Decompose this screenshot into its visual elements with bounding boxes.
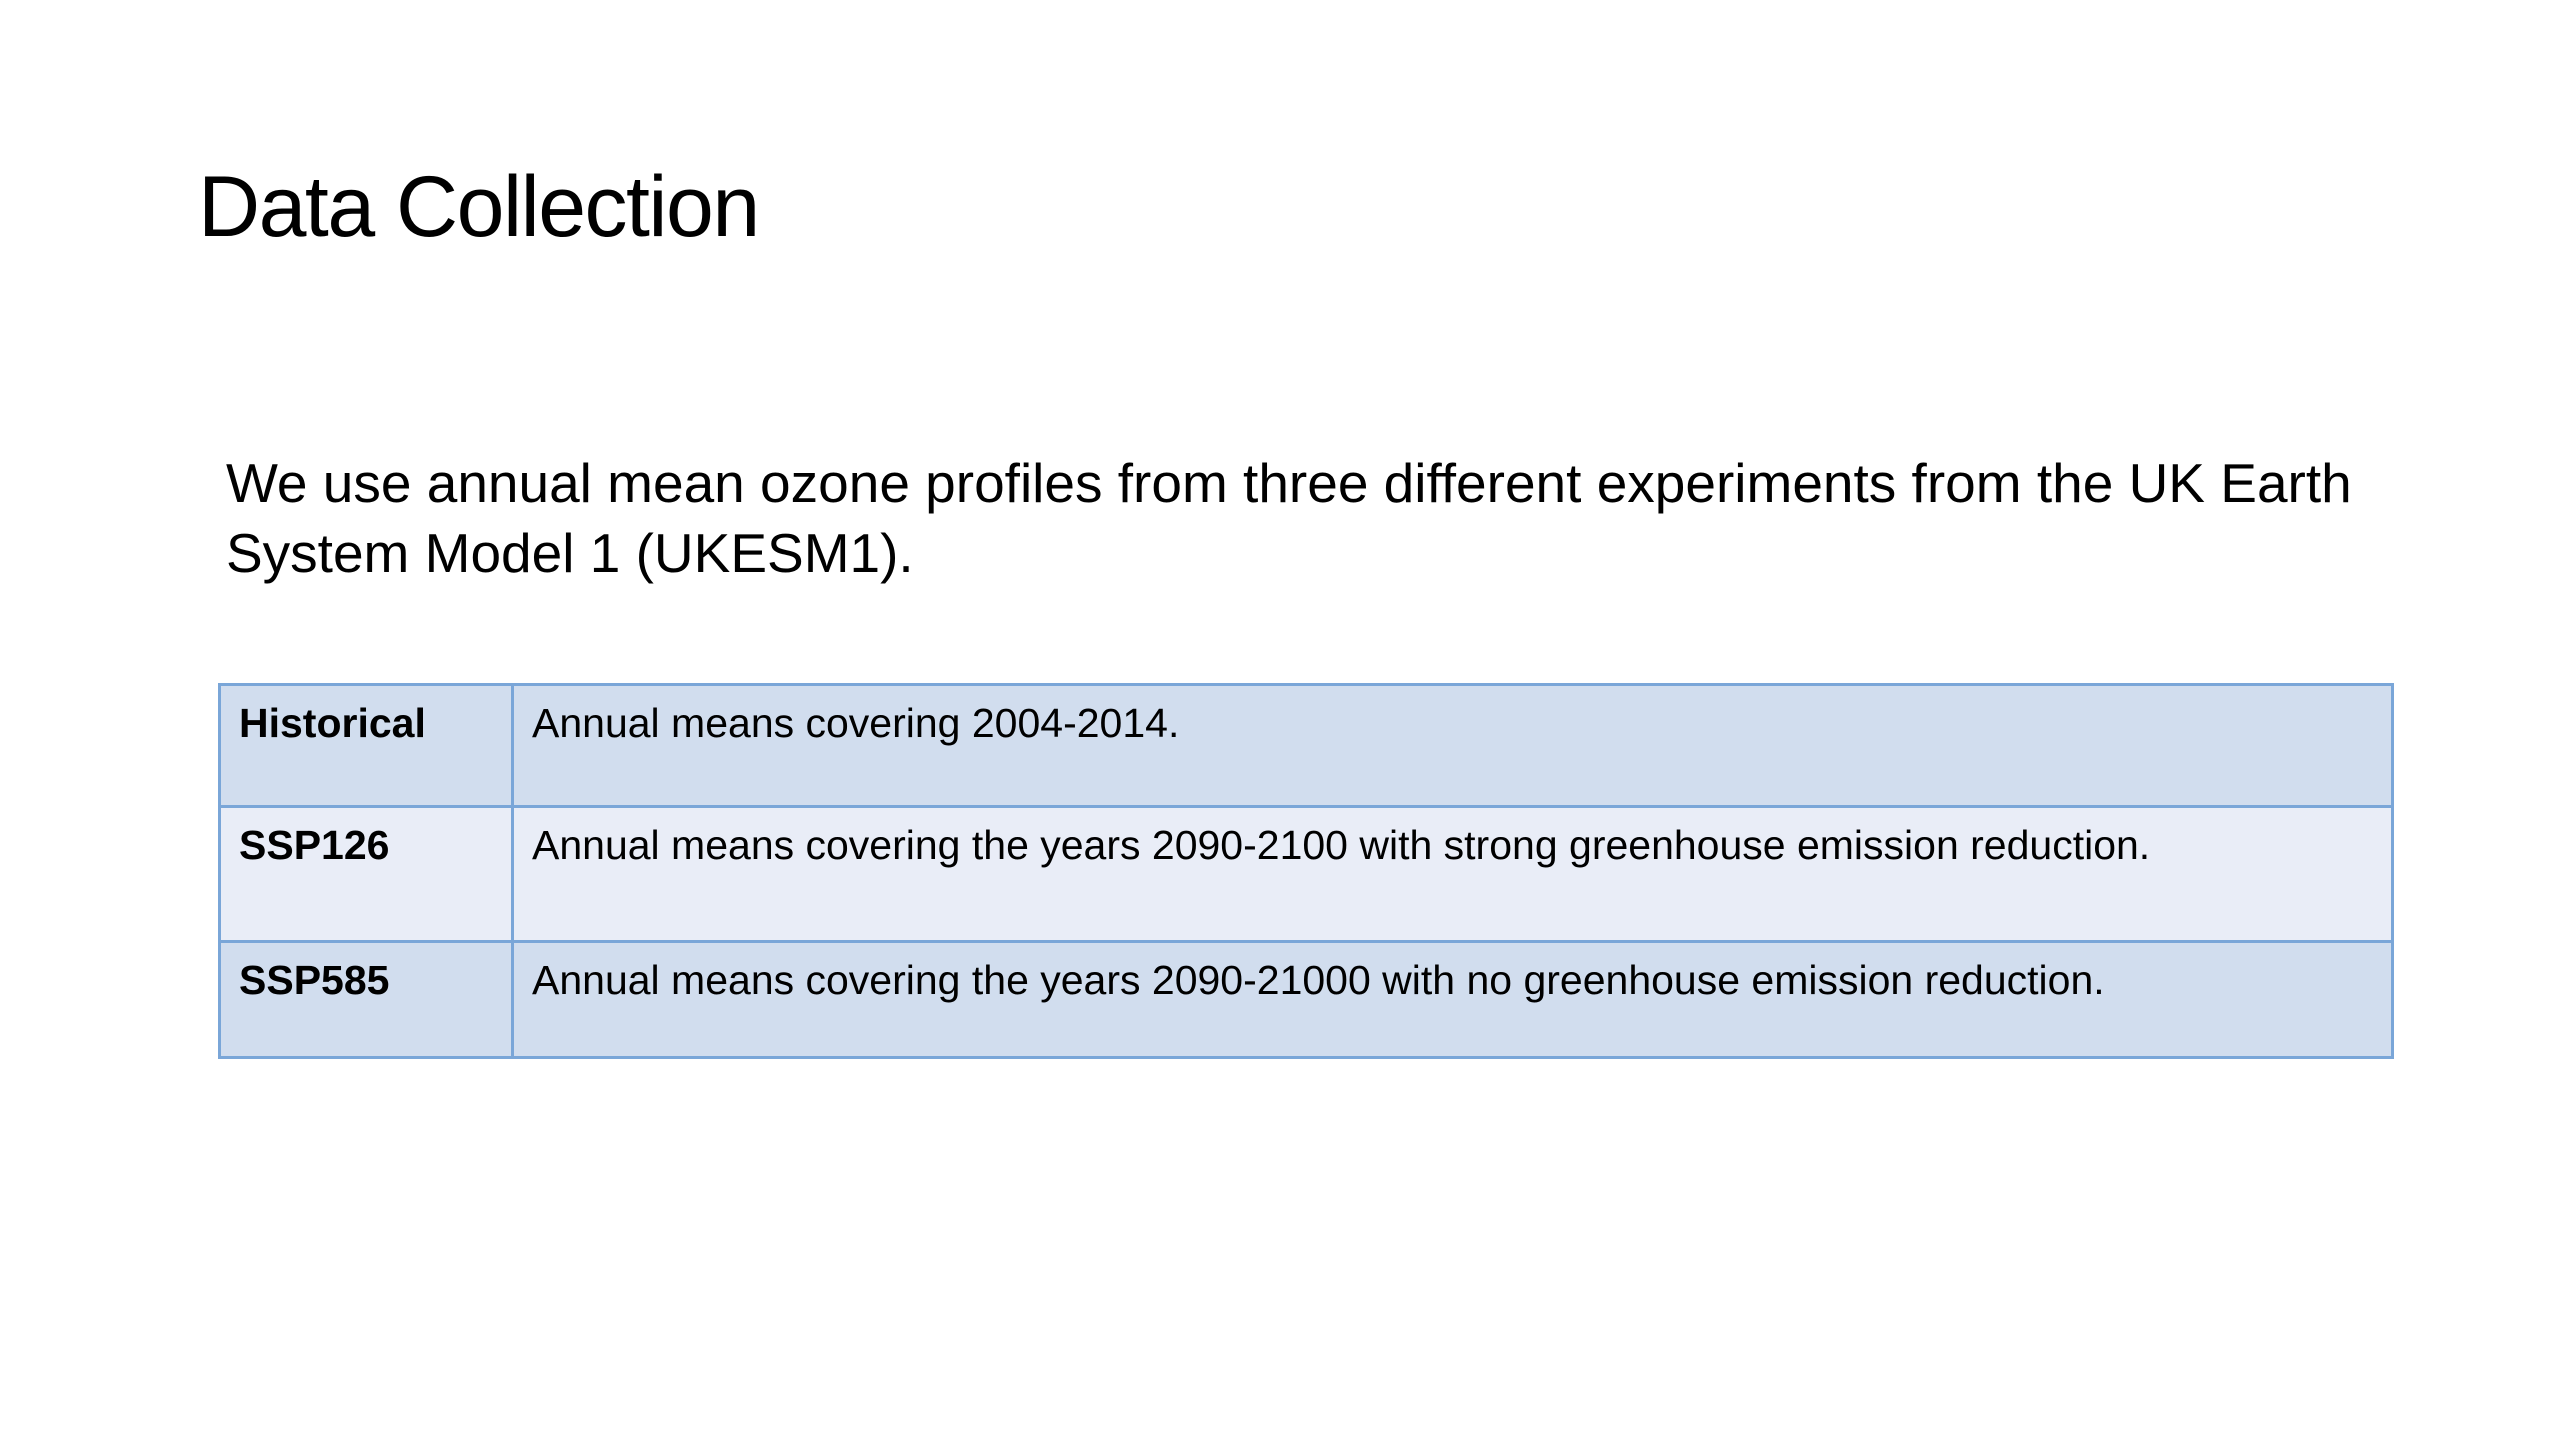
slide-title: Data Collection <box>198 159 759 255</box>
table-cell-description: Annual means covering 2004-2014. <box>513 685 2393 807</box>
table-cell-label: SSP585 <box>220 942 513 1058</box>
table-cell-label: Historical <box>220 685 513 807</box>
table-row <box>220 942 2393 1058</box>
table-cell-description: Annual means covering the years 2090-21000 with no greenhouse emission reduction. <box>513 942 2393 1058</box>
experiments-table-container <box>218 683 2394 1059</box>
table-row <box>220 807 2393 942</box>
experiments-table <box>218 683 2394 1059</box>
table-cell-description: Annual means covering the years 2090-2100 with strong greenhouse emission reduction. <box>513 807 2393 942</box>
body-paragraph: We use annual mean ozone profiles from three different experiments from the UK Earth System Model 1 (UKESM1). <box>226 452 2352 584</box>
table-row <box>220 685 2393 807</box>
table-cell-label: SSP126 <box>220 807 513 942</box>
